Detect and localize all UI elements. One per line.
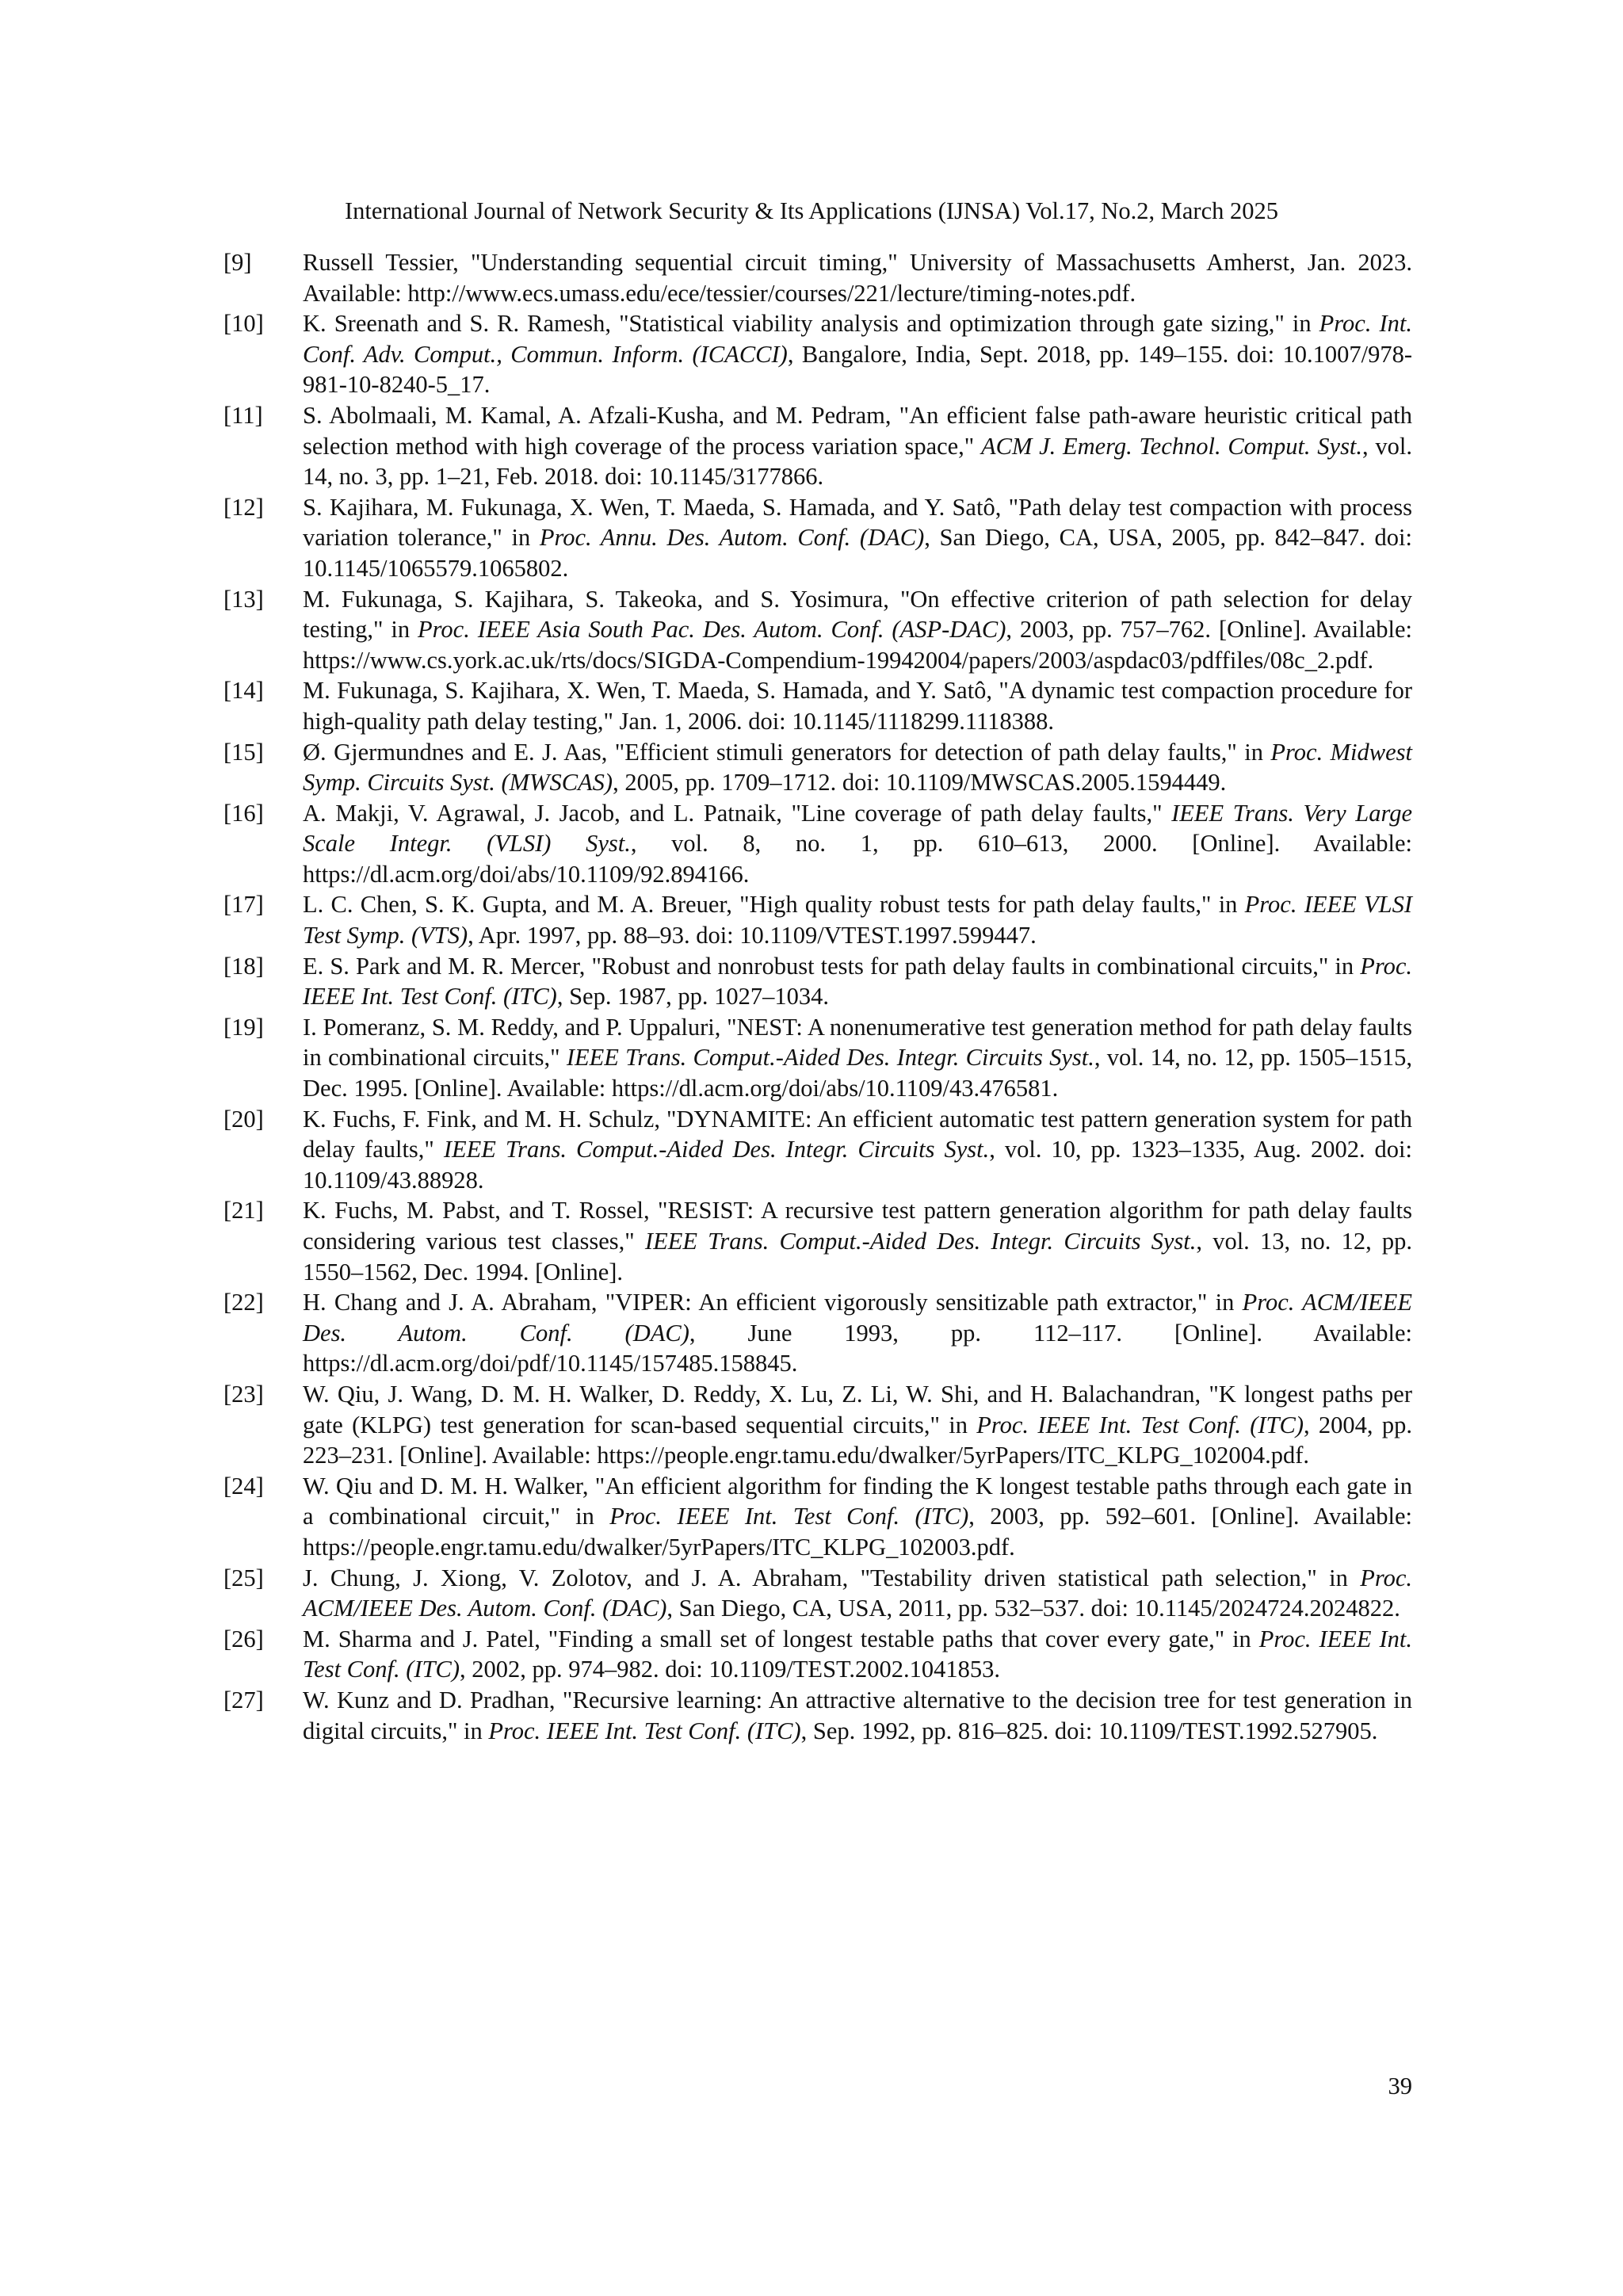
reference-segment: W. Kunz and D. Pradhan, "Recursive learning: An attractive alternative to the decision tree for test generation in digital circuits," in <box>303 1686 1412 1744</box>
running-header: International Journal of Network Security & Its Applications (IJNSA) Vol.17, No.2, March 2025 <box>344 197 1279 224</box>
reference-entry <box>223 247 1412 308</box>
reference-entry <box>223 492 1412 584</box>
reference-segment: S. Kajihara, M. Fukunaga, X. Wen, T. Maeda, S. Hamada, and Y. Satô, "Path delay test compaction with process variation tolerance," in <box>303 493 1412 552</box>
reference-venue: Proc. IEEE Int. Test Conf. (ITC) <box>303 952 1412 1010</box>
reference-venue: Proc. IEEE VLSI Test Symp. (VTS) <box>303 891 1412 949</box>
reference-segment: H. Chang and J. A. Abraham, "VIPER: An efficient vigorously sensitizable path extractor," in <box>303 1289 1243 1316</box>
reference-venue: Proc. IEEE Int. Test Conf. (ITC) <box>488 1717 801 1744</box>
reference-number: [21] <box>223 1197 264 1224</box>
reference-entry <box>223 1195 1412 1287</box>
reference-segment: A. Makji, V. Agrawal, J. Jacob, and L. Patnaik, "Line coverage of path delay faults," <box>303 799 1172 827</box>
reference-venue: IEEE Trans. Comput.-Aided Des. Integr. Circuits Syst. <box>644 1228 1197 1255</box>
reference-text <box>303 400 1412 492</box>
reference-segment: K. Sreenath and S. R. Ramesh, "Statistical viability analysis and optimization through gate sizing," in <box>303 310 1319 338</box>
reference-number: [17] <box>223 891 264 919</box>
reference-venue: Proc. Midwest Symp. Circuits Syst. (MWSCAS) <box>303 738 1412 797</box>
reference-text <box>303 247 1412 308</box>
reference-entry <box>223 737 1412 798</box>
reference-venue: IEEE Trans. Comput.-Aided Des. Integr. Circuits Syst. <box>443 1136 990 1163</box>
reference-venue: Proc. ACM/IEEE Des. Autom. Conf. (DAC) <box>303 1564 1412 1622</box>
reference-segment: Russell Tessier, "Understanding sequential circuit timing," University of Massachusetts Amherst, Jan. 2023. Available: http://www.ecs.umass.edu/ece/tessier/courses/221/lecture/timing-notes.pdf. <box>303 249 1412 307</box>
reference-text <box>303 889 1412 950</box>
reference-number: [9] <box>223 249 252 276</box>
reference-number: [15] <box>223 738 264 766</box>
reference-segment: , vol. 13, no. 12, pp. 1550–1562, Dec. 1994. [Online]. <box>303 1228 1412 1286</box>
reference-segment: M. Sharma and J. Patel, "Finding a small set of longest testable paths that cover every gate," in <box>303 1625 1259 1652</box>
reference-segment: , 2004, pp. 223–231. [Online]. Available: https://people.engr.tamu.edu/dwalker/5yrPapers/ITC_KLPG_102004.pdf. <box>303 1411 1412 1469</box>
reference-segment: K. Fuchs, F. Fink, and M. H. Schulz, "DYNAMITE: An efficient automatic test pattern generation system for path delay faults," <box>303 1105 1412 1163</box>
reference-text <box>303 492 1412 584</box>
reference-text <box>303 308 1412 400</box>
reference-list <box>223 247 1412 1746</box>
reference-segment: K. Fuchs, M. Pabst, and T. Rossel, "RESIST: A recursive test pattern generation algorithm for path delay faults considering various test classes," <box>303 1197 1412 1255</box>
reference-segment: , San Diego, CA, USA, 2005, pp. 842–847. doi: 10.1145/1065579.1065802. <box>303 524 1412 582</box>
reference-venue: Proc. IEEE Int. Test Conf. (ITC) <box>303 1625 1412 1683</box>
reference-segment: , San Diego, CA, USA, 2011, pp. 532–537. doi: 10.1145/2024724.2024822. <box>666 1595 1400 1622</box>
reference-text <box>303 1685 1412 1746</box>
reference-number: [23] <box>223 1380 264 1408</box>
reference-entry <box>223 1012 1412 1104</box>
page-number: 39 <box>1388 2073 1412 2099</box>
reference-number: [12] <box>223 493 264 521</box>
reference-entry <box>223 889 1412 950</box>
reference-entry <box>223 1624 1412 1685</box>
reference-text <box>303 1379 1412 1471</box>
reference-segment: E. S. Park and M. R. Mercer, "Robust and nonrobust tests for path delay faults in combinational circuits," in <box>303 952 1361 980</box>
reference-text <box>303 1012 1412 1104</box>
reference-number: [13] <box>223 585 264 613</box>
reference-number: [10] <box>223 310 264 338</box>
reference-text <box>303 1624 1412 1685</box>
reference-number: [25] <box>223 1564 264 1591</box>
reference-text <box>303 1195 1412 1287</box>
reference-number: [19] <box>223 1013 264 1041</box>
reference-entry <box>223 308 1412 400</box>
reference-venue: Proc. IEEE Int. Test Conf. (ITC) <box>609 1503 969 1530</box>
reference-segment: , vol. 14, no. 3, pp. 1–21, Feb. 2018. doi: 10.1145/3177866. <box>303 432 1412 491</box>
reference-segment: Ø. Gjermundnes and E. J. Aas, "Efficient stimuli generators for detection of path delay faults," in <box>303 738 1271 766</box>
reference-entry <box>223 400 1412 492</box>
reference-entry <box>223 798 1412 890</box>
reference-segment: , Sep. 1987, pp. 1027–1034. <box>556 983 829 1010</box>
reference-entry <box>223 1563 1412 1624</box>
reference-entry <box>223 951 1412 1012</box>
reference-segment: M. Fukunaga, S. Kajihara, X. Wen, T. Maeda, S. Hamada, and Y. Satô, "A dynamic test compaction procedure for high-quality path delay testing," Jan. 1, 2006. doi: 10.1145/1118299.1118388. <box>303 677 1412 735</box>
reference-segment: I. Pomeranz, S. M. Reddy, and P. Uppaluri, "NEST: A nonenumerative test generation method for path delay faults in combinational circuits," <box>303 1013 1412 1072</box>
reference-segment: , 2002, pp. 974–982. doi: 10.1109/TEST.2002.1041853. <box>460 1656 1001 1683</box>
reference-venue: ACM J. Emerg. Technol. Comput. Syst. <box>981 432 1363 460</box>
reference-segment: , 2003, pp. 757–762. [Online]. Available: https://www.cs.york.ac.uk/rts/docs/SIGDA-Compendium-19942004/papers/2003/aspdac03/pdffiles/08c_2.pdf. <box>303 616 1412 674</box>
reference-segment: , June 1993, pp. 112–117. [Online]. Available: https://dl.acm.org/doi/pdf/10.1145/157485.158845. <box>303 1319 1412 1377</box>
reference-segment: , vol. 10, pp. 1323–1335, Aug. 2002. doi: 10.1109/43.88928. <box>303 1136 1413 1194</box>
reference-venue: Proc. Annu. Des. Autom. Conf. (DAC) <box>539 524 925 552</box>
reference-number: [20] <box>223 1105 264 1133</box>
reference-segment: M. Fukunaga, S. Kajihara, S. Takeoka, and S. Yosimura, "On effective criterion of path selection for delay testing," in <box>303 585 1412 644</box>
reference-number: [16] <box>223 799 264 827</box>
reference-entry <box>223 675 1412 736</box>
reference-segment: , 2003, pp. 592–601. [Online]. Available: https://people.engr.tamu.edu/dwalker/5yrPapers/ITC_KLPG_102003.pdf. <box>303 1503 1412 1561</box>
reference-text <box>303 675 1412 736</box>
reference-text <box>303 798 1412 890</box>
reference-number: [14] <box>223 677 264 705</box>
reference-number: [18] <box>223 952 264 980</box>
reference-segment: , vol. 8, no. 1, pp. 610–613, 2000. [Online]. Available: https://dl.acm.org/doi/abs/10.1109/92.894166. <box>303 830 1412 888</box>
reference-segment: L. C. Chen, S. K. Gupta, and M. A. Breuer, "High quality robust tests for path delay faults," in <box>303 891 1245 919</box>
reference-text <box>303 1287 1412 1379</box>
reference-text <box>303 584 1412 676</box>
reference-text <box>303 951 1412 1012</box>
reference-entry <box>223 1685 1412 1746</box>
reference-text <box>303 1104 1412 1196</box>
reference-segment: , Sep. 1992, pp. 816–825. doi: 10.1109/TEST.1992.527905. <box>800 1717 1378 1744</box>
reference-text <box>303 1471 1412 1563</box>
reference-entry <box>223 584 1412 676</box>
reference-segment: J. Chung, J. Xiong, V. Zolotov, and J. A. Abraham, "Testability driven statistical path selection," in <box>303 1564 1361 1591</box>
reference-text <box>303 737 1412 798</box>
reference-venue: Proc. ACM/IEEE Des. Autom. Conf. (DAC) <box>303 1289 1412 1347</box>
reference-number: [11] <box>223 401 263 429</box>
reference-venue: Proc. IEEE Int. Test Conf. (ITC) <box>976 1411 1304 1438</box>
reference-venue: IEEE Trans. Comput.-Aided Des. Integr. Circuits Syst. <box>566 1044 1094 1072</box>
reference-venue: IEEE Trans. Very Large Scale Integr. (VLSI) Syst. <box>303 799 1413 858</box>
reference-venue: Proc. IEEE Asia South Pac. Des. Autom. Conf. (ASP-DAC) <box>418 616 1006 644</box>
reference-number: [24] <box>223 1472 264 1499</box>
reference-entry <box>223 1104 1412 1196</box>
reference-number: [26] <box>223 1625 264 1652</box>
reference-entry <box>223 1379 1412 1471</box>
reference-segment: , 2005, pp. 1709–1712. doi: 10.1109/MWSCAS.2005.1594449. <box>613 769 1227 797</box>
reference-segment: W. Qiu, J. Wang, D. M. H. Walker, D. Reddy, X. Lu, Z. Li, W. Shi, and H. Balachandran, "K longest paths per gate (KLPG) test generation for scan-based sequential circuits," in <box>303 1380 1412 1438</box>
reference-number: [22] <box>223 1289 264 1316</box>
reference-number: [27] <box>223 1686 264 1713</box>
reference-entry <box>223 1471 1412 1563</box>
reference-segment: S. Abolmaali, M. Kamal, A. Afzali-Kusha, and M. Pedram, "An efficient false path-aware heuristic critical path selection method with high coverage of the process variation space," <box>303 401 1412 460</box>
reference-segment: W. Qiu and D. M. H. Walker, "An efficient algorithm for finding the K longest testable paths through each gate in a combinational circuit," in <box>303 1472 1412 1530</box>
reference-segment: , vol. 14, no. 12, pp. 1505–1515, Dec. 1995. [Online]. Available: https://dl.acm.org/doi/abs/10.1109/43.476581. <box>303 1044 1412 1102</box>
reference-entry <box>223 1287 1412 1379</box>
reference-venue: Proc. Int. Conf. Adv. Comput., Commun. Inform. (ICACCI) <box>303 310 1412 368</box>
reference-segment: , Apr. 1997, pp. 88–93. doi: 10.1109/VTEST.1997.599447. <box>468 922 1037 949</box>
reference-segment: , Bangalore, India, Sept. 2018, pp. 149–155. doi: 10.1007/978-981-10-8240-5_17. <box>303 340 1412 399</box>
reference-text <box>303 1563 1412 1624</box>
